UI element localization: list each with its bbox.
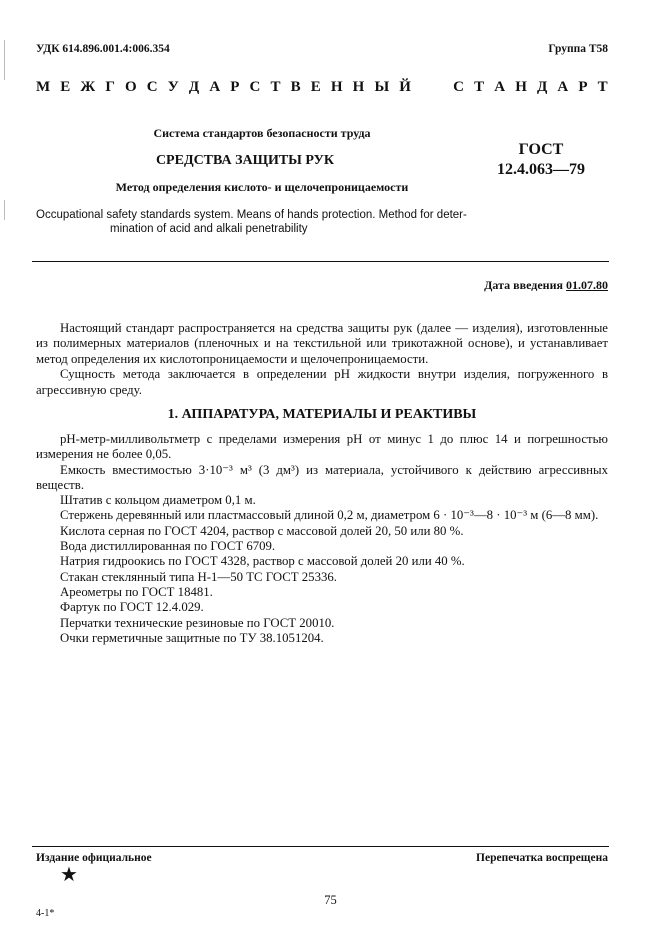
intro-paragraph: Сущность метода заключается в определении pH жидкости внутри изделия, погруженного в агрессивную среду. (36, 367, 608, 397)
gost-label: ГОСТ (518, 141, 564, 158)
star-icon: ★ (60, 864, 78, 886)
heading-letter: В (290, 79, 301, 95)
heading-letter: Н (330, 79, 343, 95)
introduction-date (484, 278, 608, 293)
heading-letter: А (557, 79, 569, 95)
heading-letter: Й (399, 79, 411, 95)
heading-letter: Ж (80, 79, 96, 95)
heading-letter: С (146, 79, 158, 95)
heading-letter: Н (352, 79, 365, 95)
heading-letter: Д (188, 79, 200, 95)
date-label: Дата введения (484, 278, 566, 292)
heading-letter: У (167, 79, 179, 95)
list-item: Вода дистиллированная по ГОСТ 6709. (60, 539, 276, 554)
english-title-line-1: Occupational safety standards system. Means of hands protection. Method for deter- (36, 209, 467, 221)
group-code: Группа Т58 (548, 43, 608, 55)
intro-text (36, 321, 608, 398)
document-title: СРЕДСТВА ЗАЩИТЫ РУК (155, 153, 335, 168)
list-item: Стержень деревянный или пластмассовый длиной 0,2 м, диаметром 6 · 10⁻³—8 · 10⁻³ м (6—8 мм). (60, 508, 599, 523)
heading-letter: Г (105, 79, 115, 95)
list-item: Очки герметичные защитные по ТУ 38.1051204. (60, 630, 324, 645)
list-item: Ареометры по ГОСТ 18481. (60, 584, 213, 599)
list-item: Кислота серная по ГОСТ 4204, раствор с массовой долей 20, 50 или 80 %. (60, 523, 464, 538)
header-divider (32, 261, 609, 262)
page-number: 75 (324, 893, 337, 907)
section-heading: 1. АППАРАТУРА, МАТЕРИАЛЫ И РЕАКТИВЫ (167, 407, 477, 422)
date-value: 01.07.80 (566, 278, 608, 292)
heading-letter: А (494, 79, 506, 95)
intro-paragraph: Настоящий стандарт распространяется на средства защиты рук (далее — изделия), изготовленные из полимерных материалов (пленочных и на текстильной или трикотажной основе), и устанавливает метод определения их кислотопроницаемости и щелочепроницаемости. (36, 321, 608, 366)
list-item: Емкость вместимостью 3·10⁻³ м³ (3 дм³) из материала, устойчивого к действию агрессивных веществ. (36, 462, 608, 492)
gost-designation (482, 140, 600, 180)
heading-letter: Д (536, 79, 548, 95)
interstate-standard-heading (36, 79, 608, 96)
gost-number: 12.4.063—79 (497, 161, 585, 178)
binding-margin-mark (4, 40, 5, 80)
heading-word-gap (421, 79, 443, 96)
heading-letter: Ы (374, 79, 390, 95)
heading-letter: О (125, 79, 137, 95)
heading-letter: М (36, 79, 51, 95)
heading-letter: Е (60, 79, 71, 95)
standards-system-label: Система стандартов безопасности труда (153, 126, 371, 140)
list-item: Натрия гидроокись по ГОСТ 4328, раствор с массовой долей 20 или 40 %. (60, 554, 465, 569)
udk-code: УДК 614.896.001.4:006.354 (36, 43, 170, 55)
footer-divider (32, 846, 609, 847)
binding-margin-mark (4, 200, 5, 220)
heading-letter: Е (310, 79, 321, 95)
method-subtitle: Метод определения кислото- и щелочепроницаемости (115, 180, 409, 194)
heading-letter: Р (578, 79, 588, 95)
sheet-mark: 4-1* (36, 908, 55, 919)
heading-letter: Р (230, 79, 240, 95)
list-item: Стакан стеклянный типа Н-1—50 ТС ГОСТ 25336. (60, 569, 337, 584)
heading-letter: Н (515, 79, 527, 95)
heading-letter: С (249, 79, 261, 95)
list-item: pH-метр-милливольтметр с пределами измерения pH от минус 1 до плюс 14 и погрешностью измерения не более 0,05. (36, 432, 608, 462)
heading-letter: С (453, 79, 465, 95)
english-title (36, 208, 608, 236)
list-item: Перчатки технические резиновые по ГОСТ 20010. (60, 615, 335, 630)
reprint-prohibited-label: Перепечатка воспрещена (476, 852, 608, 864)
heading-letter: Т (597, 79, 608, 95)
list-item: Штатив с кольцом диаметром 0,1 м. (60, 493, 256, 508)
heading-letter: Т (270, 79, 281, 95)
official-edition-label: Издание официальное (36, 852, 152, 864)
heading-letter: Т (474, 79, 485, 95)
heading-letter: А (209, 79, 221, 95)
english-title-line-2: mination of acid and alkali penetrability (110, 223, 308, 235)
equipment-list (36, 432, 608, 646)
list-item: Фартук по ГОСТ 12.4.029. (60, 600, 204, 615)
